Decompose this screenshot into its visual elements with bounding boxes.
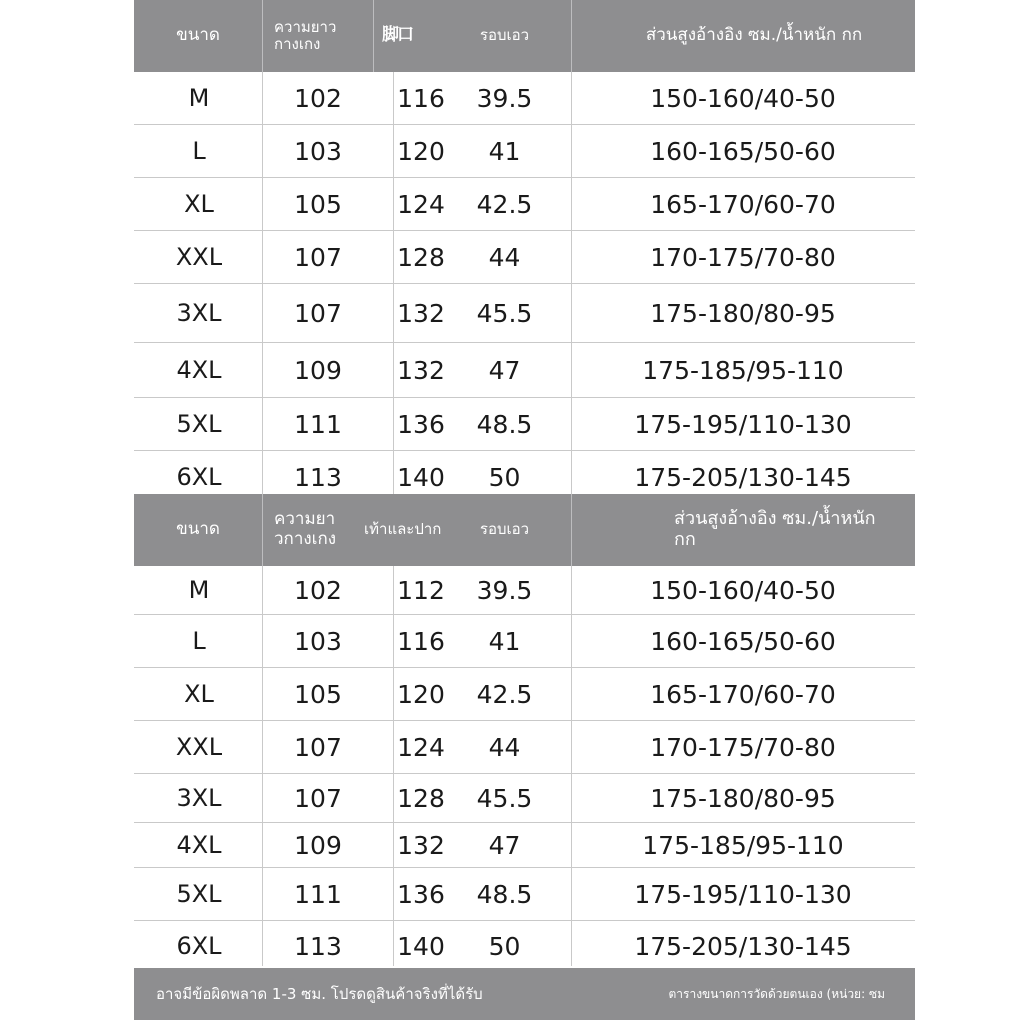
header-size: ขนาด <box>176 519 220 540</box>
table-row <box>134 823 915 868</box>
cell-waist: 42.5 <box>476 679 533 709</box>
cell-pant-length: 103 <box>294 136 342 166</box>
header-leg-opening: เท้าและปาก <box>364 520 442 539</box>
cell-size: M <box>188 84 210 112</box>
cell-reference: 160-165/50-60 <box>650 626 836 656</box>
header-reference: ส่วนสูงอ้างอิง ซม./น้ำหนัก กก <box>674 508 876 550</box>
cell-waist: 45.5 <box>476 783 533 813</box>
cell-pant-length: 105 <box>294 679 342 709</box>
size-table-bottom <box>134 494 915 972</box>
table-row <box>134 668 915 721</box>
cell-waist: 41 <box>488 136 521 166</box>
cell-size: XXL <box>175 733 223 761</box>
cell-size: XL <box>184 190 214 218</box>
cell-waist: 47 <box>488 355 521 385</box>
cell-pant-length: 102 <box>294 83 342 113</box>
cell-reference: 175-205/130-145 <box>634 462 852 492</box>
cell-pant-length: 105 <box>294 189 342 219</box>
cell-waist: 50 <box>488 462 521 492</box>
cell-leg-opening: 120 <box>397 136 445 166</box>
cell-reference: 150-160/40-50 <box>650 83 836 113</box>
cell-leg-opening: 128 <box>397 242 445 272</box>
cell-pant-length: 107 <box>294 732 342 762</box>
cell-waist: 48.5 <box>476 409 533 439</box>
cell-size: XL <box>184 680 214 708</box>
cell-reference: 160-165/50-60 <box>650 136 836 166</box>
cell-waist: 42.5 <box>476 189 533 219</box>
cell-size: 5XL <box>176 880 222 908</box>
cell-leg-opening: 132 <box>397 830 445 860</box>
header-waist: รอบเอว <box>479 26 530 45</box>
cell-leg-opening: 132 <box>397 298 445 328</box>
header-pant-length: ความยา วกางเกง <box>274 509 337 549</box>
cell-leg-opening: 120 <box>397 679 445 709</box>
table-row <box>134 284 915 343</box>
table-row <box>134 615 915 668</box>
cell-leg-opening: 116 <box>397 83 445 113</box>
cell-waist: 45.5 <box>476 298 533 328</box>
cell-waist: 44 <box>488 242 521 272</box>
cell-waist: 44 <box>488 732 521 762</box>
cell-leg-opening: 140 <box>397 931 445 961</box>
table-row <box>134 125 915 178</box>
cell-pant-length: 103 <box>294 626 342 656</box>
footer-error-note: อาจมีข้อผิดพลาด 1-3 ซม. โปรดดูสินค้าจริงที่ได้รับ <box>156 985 483 1003</box>
header-pant-length: ความยาว กางเกง <box>274 17 337 53</box>
size-chart-sheet <box>134 0 915 1024</box>
cell-size: 3XL <box>176 299 222 327</box>
cell-waist: 39.5 <box>476 83 533 113</box>
table-header <box>134 494 915 566</box>
table-row <box>134 343 915 398</box>
cell-reference: 165-170/60-70 <box>650 679 836 709</box>
cell-size: 4XL <box>176 356 222 384</box>
table-row <box>134 72 915 125</box>
table-row <box>134 868 915 921</box>
cell-waist: 39.5 <box>476 575 533 605</box>
cell-reference: 175-185/95-110 <box>642 830 844 860</box>
footer-unit-note: ตารางขนาดการวัดด้วยตนเอง (หน่วย: ซม <box>668 986 885 1001</box>
cell-pant-length: 111 <box>294 879 342 909</box>
cell-leg-opening: 136 <box>397 879 445 909</box>
table-header <box>134 0 915 72</box>
cell-size: 3XL <box>176 784 222 812</box>
cell-leg-opening: 132 <box>397 355 445 385</box>
header-reference: ส่วนสูงอ้างอิง ซม./น้ำหนัก กก <box>645 25 863 46</box>
cell-reference: 175-180/80-95 <box>650 298 836 328</box>
cell-waist: 41 <box>488 626 521 656</box>
cell-leg-opening: 136 <box>397 409 445 439</box>
cell-leg-opening: 112 <box>397 575 445 605</box>
column-divider <box>571 72 572 494</box>
column-divider <box>393 72 394 494</box>
cell-size: 5XL <box>176 410 222 438</box>
table-row <box>134 178 915 231</box>
column-divider <box>262 566 263 966</box>
cell-size: L <box>192 137 206 165</box>
table-row <box>134 231 915 284</box>
table-row <box>134 774 915 823</box>
cell-pant-length: 111 <box>294 409 342 439</box>
header-waist: รอบเอว <box>479 520 530 539</box>
cell-pant-length: 107 <box>294 783 342 813</box>
cell-reference: 150-160/40-50 <box>650 575 836 605</box>
column-divider <box>262 72 263 494</box>
size-table-top <box>134 0 915 504</box>
cell-waist: 47 <box>488 830 521 860</box>
header-size: ขนาด <box>176 25 220 46</box>
cell-size: M <box>188 576 210 604</box>
cell-pant-length: 113 <box>294 462 342 492</box>
cell-leg-opening: 124 <box>397 732 445 762</box>
cell-reference: 170-175/70-80 <box>650 732 836 762</box>
cell-pant-length: 109 <box>294 355 342 385</box>
cell-size: 4XL <box>176 831 222 859</box>
cell-pant-length: 113 <box>294 931 342 961</box>
table-row <box>134 398 915 451</box>
cell-waist: 48.5 <box>476 879 533 909</box>
cell-pant-length: 109 <box>294 830 342 860</box>
cell-reference: 170-175/70-80 <box>650 242 836 272</box>
column-divider <box>393 566 394 966</box>
cell-leg-opening: 116 <box>397 626 445 656</box>
cell-size: 6XL <box>176 463 222 491</box>
cell-leg-opening: 124 <box>397 189 445 219</box>
cell-pant-length: 107 <box>294 298 342 328</box>
cell-leg-opening: 140 <box>397 462 445 492</box>
column-divider <box>571 566 572 966</box>
cell-reference: 175-180/80-95 <box>650 783 836 813</box>
cell-reference: 175-195/110-130 <box>634 879 852 909</box>
cell-pant-length: 107 <box>294 242 342 272</box>
cell-size: L <box>192 627 206 655</box>
cell-reference: 165-170/60-70 <box>650 189 836 219</box>
table-row <box>134 921 915 972</box>
cell-reference: 175-195/110-130 <box>634 409 852 439</box>
table-row <box>134 566 915 615</box>
table-row <box>134 721 915 774</box>
footer-note-bar <box>134 968 915 1020</box>
cell-size: 6XL <box>176 932 222 960</box>
cell-size: XXL <box>175 243 223 271</box>
cell-reference: 175-205/130-145 <box>634 931 852 961</box>
cell-reference: 175-185/95-110 <box>642 355 844 385</box>
cell-leg-opening: 128 <box>397 783 445 813</box>
cell-pant-length: 102 <box>294 575 342 605</box>
header-leg-opening: 脚口 <box>382 25 412 46</box>
cell-waist: 50 <box>488 931 521 961</box>
